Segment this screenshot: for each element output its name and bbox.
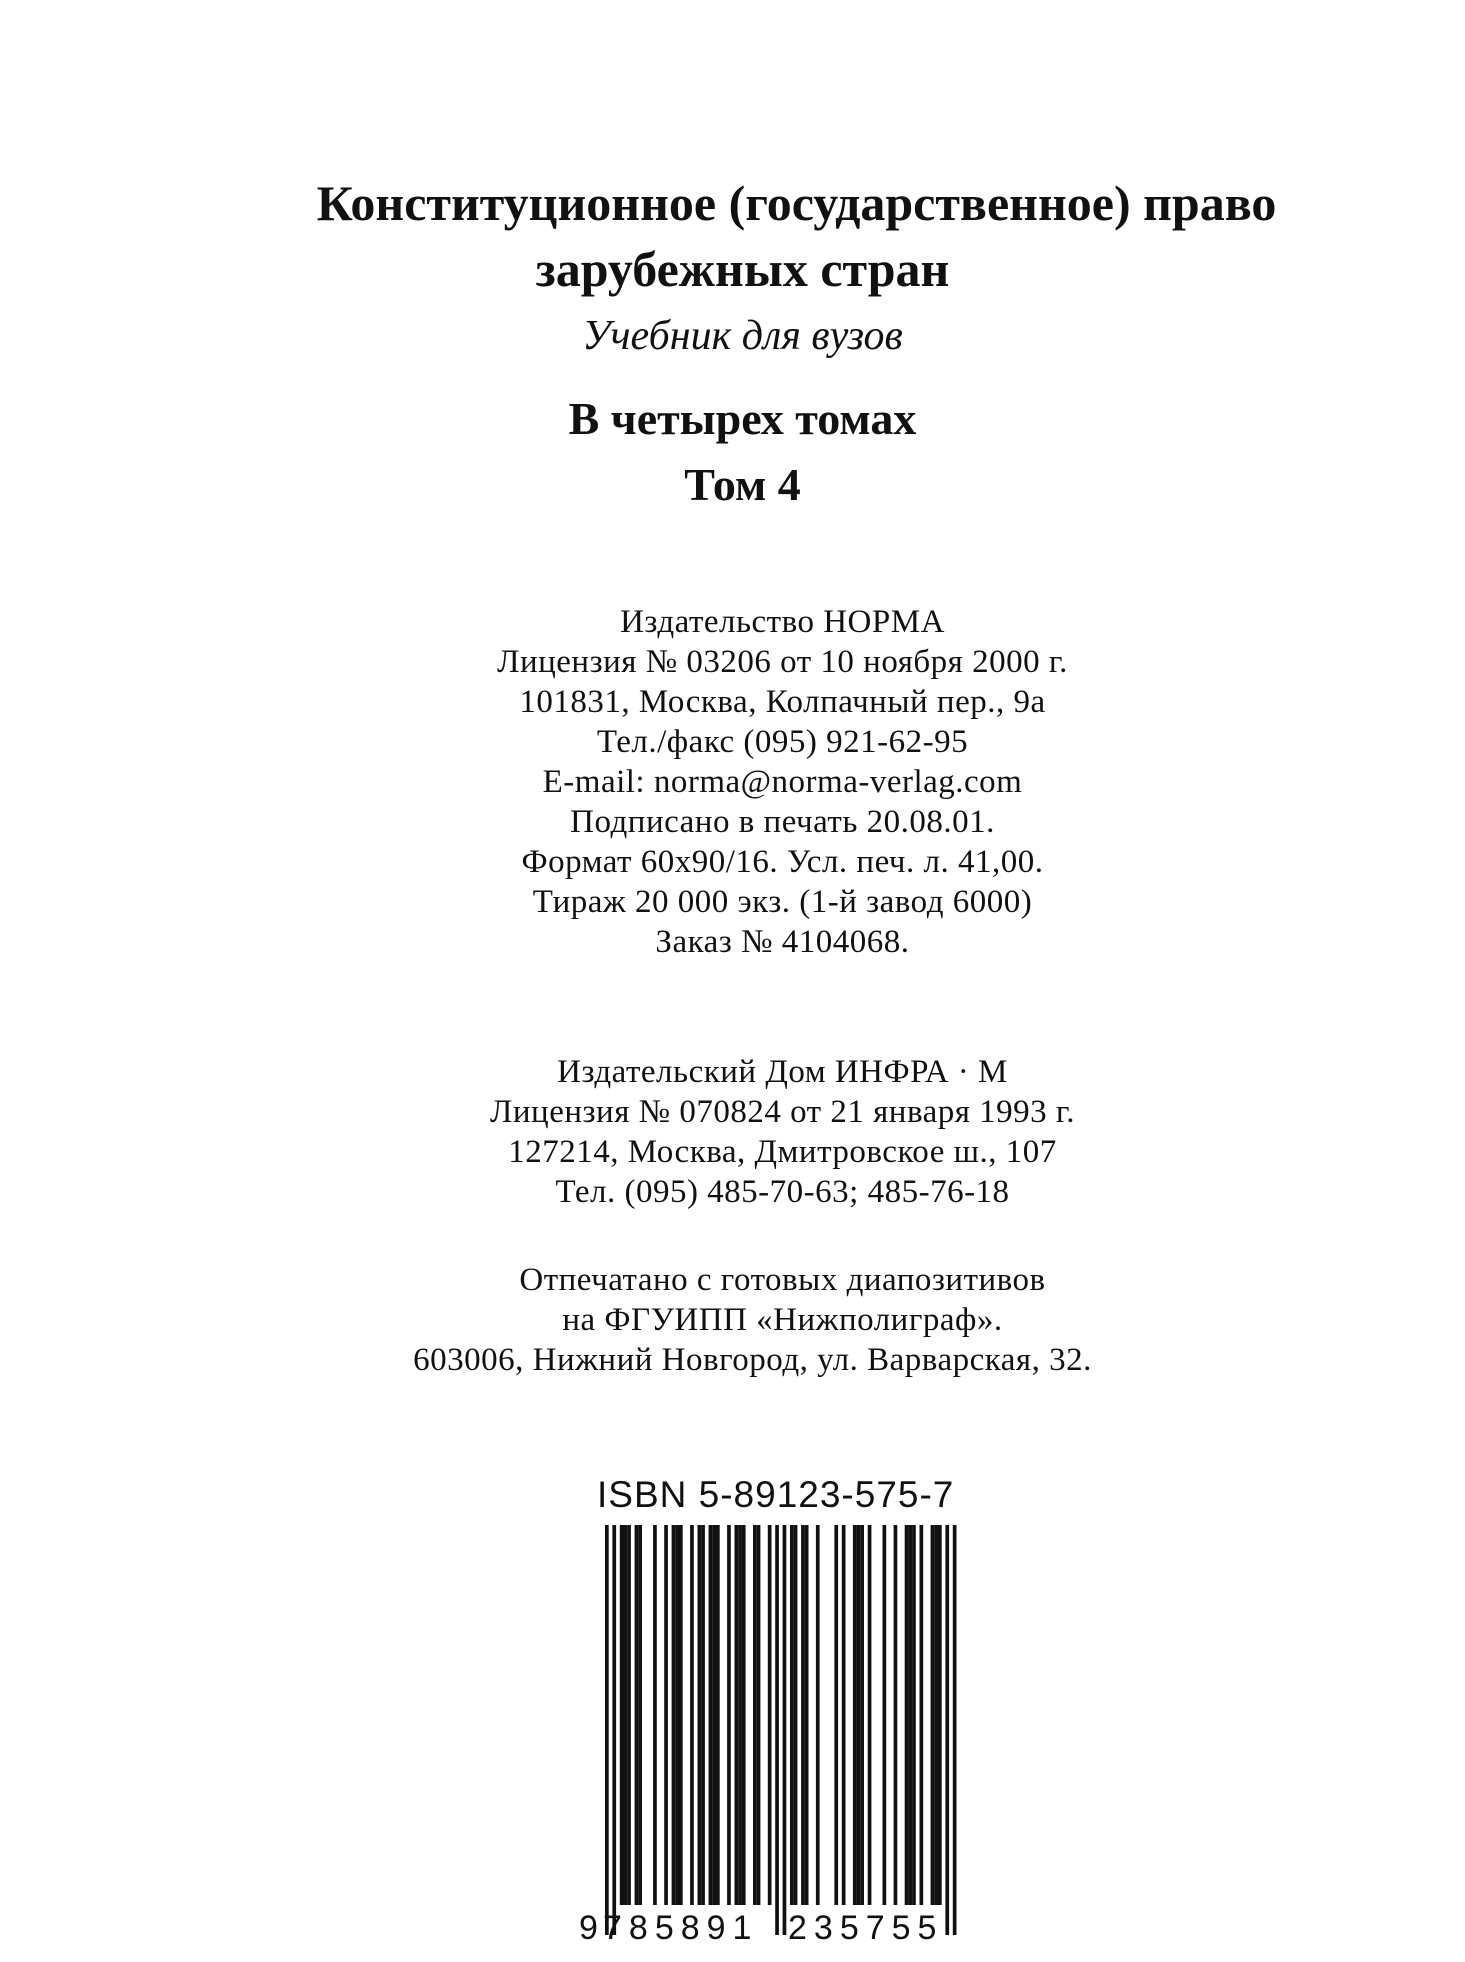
volume-info — [0, 386, 1465, 518]
infra-line: Тел. (095) 485-70-63; 485-76-18 — [555, 1174, 1010, 1210]
barcode-bar — [868, 1525, 872, 1905]
infra-line: Издательский Дом ИНФРА · М — [557, 1054, 1008, 1090]
barcode-bar — [805, 1525, 809, 1905]
barcode-bars — [585, 1525, 990, 1945]
barcode-bar — [672, 1525, 676, 1905]
barcode-bar — [635, 1525, 639, 1905]
barcode-bar — [664, 1525, 668, 1905]
barcode-bar — [653, 1525, 657, 1905]
barcode-bar — [934, 1525, 938, 1905]
barcode-bar — [709, 1525, 713, 1905]
imprint-line: Тираж 20 000 экз. (1-й завод 6000) — [532, 884, 1033, 920]
barcode-bar — [701, 1525, 705, 1905]
barcode-guard-bar — [612, 1525, 616, 1935]
imprint-line: Тел./факс (095) 921-62-95 — [596, 724, 969, 760]
infra-m-imprint — [0, 1052, 1465, 1212]
imprint-line: 101831, Москва, Колпачный пер., 9а — [519, 684, 1046, 720]
series-note: В четырех томах — [568, 393, 917, 444]
barcode-bar — [620, 1525, 624, 1905]
printer-line: Отпечатано с готовых диапозитивов — [519, 1262, 1046, 1298]
publisher-imprint — [0, 602, 1465, 962]
barcode-bar — [675, 1525, 679, 1905]
barcode-guard-bar — [605, 1525, 609, 1935]
title-line-2: зарубежных стран — [535, 241, 950, 297]
printer-line: на ФГУИПП «Нижполиграф». — [562, 1302, 1003, 1338]
barcode-bar — [853, 1525, 857, 1905]
infra-line: 127214, Москва, Дмитровское ш., 107 — [508, 1134, 1057, 1170]
barcode-digit-group-right: 235755 — [788, 1909, 944, 1947]
barcode-bar — [638, 1525, 642, 1905]
isbn-barcode — [579, 1525, 990, 1947]
imprint-line: E-mail: norma@norma-verlag.com — [542, 764, 1023, 800]
barcode-bar — [912, 1525, 916, 1905]
barcode-bar — [920, 1525, 924, 1905]
barcode-guard-bar — [783, 1525, 787, 1935]
barcode-bar — [690, 1525, 694, 1905]
barcode-bar — [816, 1525, 820, 1905]
volume-number: Том 4 — [684, 459, 801, 510]
infra-line: Лицензия № 070824 от 21 января 1993 г. — [490, 1094, 1075, 1130]
barcode-bar — [768, 1525, 772, 1905]
imprint-line: Заказ № 4104068. — [655, 924, 910, 960]
barcode-bar — [627, 1525, 631, 1905]
isbn-label: ISBN 5-89123-575-7 — [597, 1474, 955, 1515]
barcode-bar — [727, 1525, 731, 1905]
barcode-bar — [716, 1525, 720, 1905]
barcode-lead-digit: 9 — [579, 1909, 605, 1947]
book-subtitle: Учебник для вузов — [582, 313, 903, 359]
barcode-bar — [624, 1525, 628, 1905]
book-title — [0, 170, 1465, 302]
barcode-guard-bar — [775, 1525, 779, 1935]
barcode-bar — [757, 1525, 761, 1905]
barcode-bar — [860, 1525, 864, 1905]
barcode-bar — [908, 1525, 912, 1905]
barcode-bar — [742, 1525, 746, 1905]
barcode-bar — [679, 1525, 683, 1905]
imprint-line: Формат 60х90/16. Усл. печ. л. 41,00. — [521, 844, 1044, 880]
barcode-digit-group-left: 785891 — [603, 1909, 759, 1947]
barcode-bar — [905, 1525, 909, 1905]
barcode-bar — [801, 1525, 805, 1905]
title-line-1: Конституционное (государственное) право — [316, 175, 1277, 231]
barcode-bar — [738, 1525, 742, 1905]
barcode-bar — [698, 1525, 702, 1905]
barcode-bar — [834, 1525, 838, 1905]
barcode-bar — [794, 1525, 798, 1905]
imprint-line: Подписано в печать 20.08.01. — [570, 804, 995, 840]
barcode-bar — [931, 1525, 935, 1905]
imprint-line: Лицензия № 03206 от 10 ноября 2000 г. — [497, 644, 1068, 680]
barcode-bar — [883, 1525, 887, 1905]
barcode-bar — [938, 1525, 942, 1905]
printer-info — [0, 1260, 1465, 1380]
barcode-bar — [712, 1525, 716, 1905]
barcode-bar — [894, 1525, 898, 1905]
barcode-guard-bar — [953, 1525, 957, 1935]
barcode-bar — [790, 1525, 794, 1905]
barcode-guard-bar — [945, 1525, 949, 1935]
barcode-bar — [735, 1525, 739, 1905]
barcode-bar — [857, 1525, 861, 1905]
barcode-bar — [842, 1525, 846, 1905]
printer-line: 603006, Нижний Новгород, ул. Варварская, 32. — [413, 1342, 1092, 1378]
barcode-bar — [753, 1525, 757, 1905]
imprint-line: Издательство НОРМА — [620, 604, 945, 640]
